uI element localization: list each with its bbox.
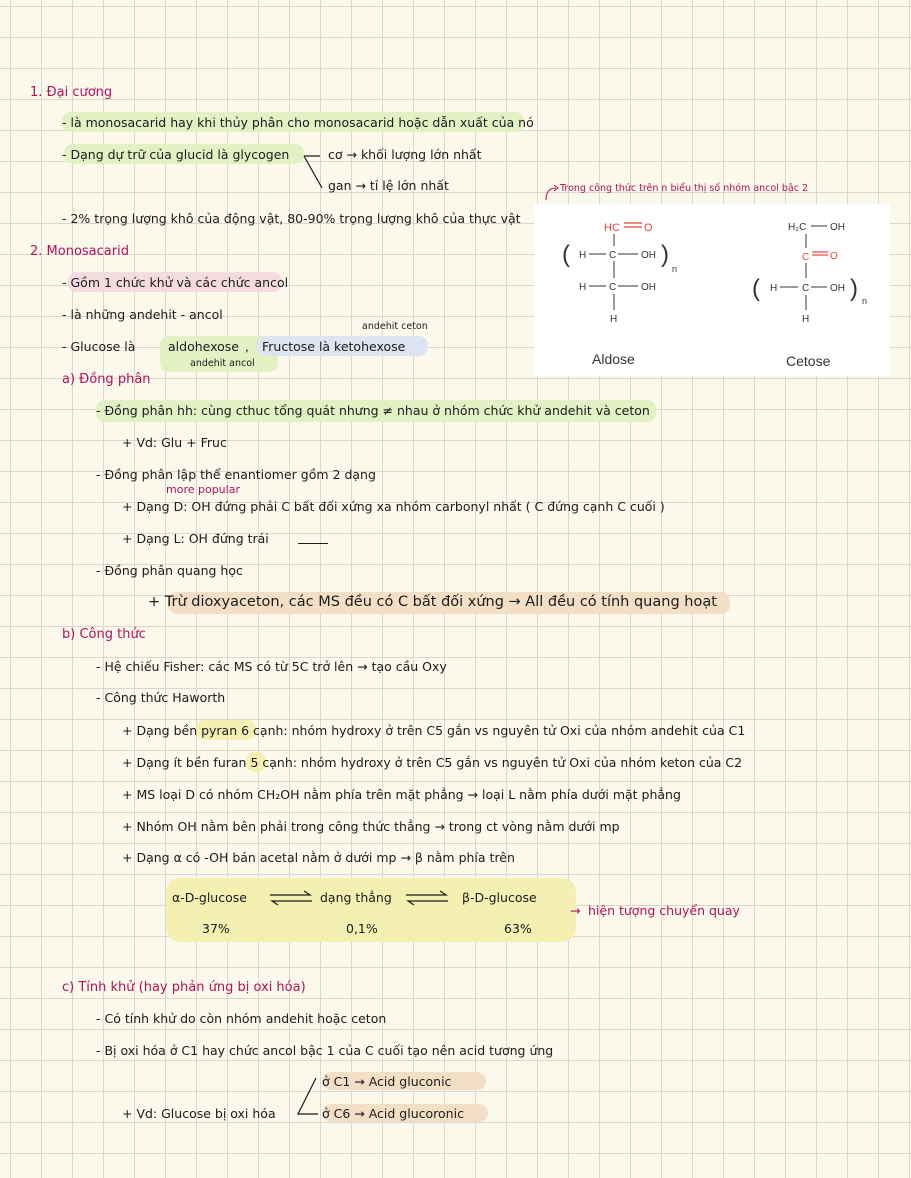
secC-branch-c1: ở C1 → Acid gluconic (322, 1074, 452, 1089)
secB-line-3: + Dạng bền pyran 6 cạnh: nhóm hydroxy ở trên C5 gắn vs nguyên tử Oxi của nhóm andehit của C1 (122, 723, 746, 738)
cetose-h2c: H₂C (788, 222, 807, 233)
secB-line-7: + Dạng α có -OH bán acetal nằm ở dưới mp → β nằm phía trên (122, 850, 515, 865)
aldose-label: Aldose (592, 351, 635, 367)
secC-line-2: - Bị oxi hóa ở C1 hay chức ancol bậc 1 của C cuối tạo nên acid tương ứng (96, 1043, 554, 1058)
sec2-line-1: - Gồm 1 chức khử và các chức ancol (62, 275, 289, 290)
aldose-h-3: H (610, 314, 618, 325)
secA-line-2: + Vd: Glu + Fruc (122, 435, 227, 450)
cetose-h-1: H (770, 283, 778, 294)
secC-line-3: + Vd: Glucose bị oxi hóa (122, 1106, 276, 1121)
cetose-paren-right: ) (850, 275, 858, 302)
sec1-line-2: - Dạng dự trữ của glucid là glycogen (62, 147, 290, 162)
cetose-n: n (862, 296, 868, 306)
sec1-line-2a: cơ → khối lượng lớn nhất (328, 147, 482, 162)
secA-line-3: - Đồng phân lập thể enantiomer gồm 2 dạng (96, 467, 376, 482)
sec1-line-2b: gan → tỉ lệ lớn nhất (328, 178, 449, 193)
section-a-title: a) Đồng phân (62, 372, 151, 387)
aldose-c-1: C (609, 250, 617, 261)
aldose-oh-1: OH (641, 250, 656, 261)
eq-percent-mid: 0,1% (346, 921, 378, 936)
sec1-line-3: - 2% trọng lượng khô của động vật, 80-90% trọng lượng khô của thực vật (62, 211, 521, 226)
aldose-cetose-figure (534, 204, 890, 376)
secB-line-6: + Nhóm OH nằm bên phải trong công thức thẳng → trong ct vòng nằm dưới mp (122, 819, 620, 834)
sec2-line-3a: - Glucose là (62, 339, 136, 354)
eq-note-chuyen-quay: hiện tượng chuyển quay (588, 903, 740, 918)
oxidation-branch (296, 1074, 320, 1122)
secC-line-1: - Có tính khử do còn nhóm andehit hoặc ceton (96, 1011, 387, 1026)
sec2-note-andehit-ancol: andehit ancol (190, 358, 255, 369)
secA-line-7: + Trừ dioxyaceton, các MS đều có C bất đối xứng → All đều có tính quang hoạt (148, 594, 717, 610)
equilibrium-arrows-2 (404, 888, 450, 908)
sec2-note-andehit-ceton: andehit ceton (362, 321, 428, 332)
secA-line-4: + Dạng D: OH đứng phải C bất đối xứng xa nhóm carbonyl nhất ( C đứng cạnh C cuối ) (122, 499, 665, 514)
aldose-n: n (672, 264, 678, 274)
eq-percent-beta: 63% (504, 921, 532, 936)
section-1-title: 1. Đại cương (30, 85, 113, 100)
eq-alpha-glucose: α-D-glucose (172, 890, 247, 905)
cetose-oh-1: OH (830, 283, 845, 294)
cetose-c-1: C (802, 283, 810, 294)
equilibrium-arrows-1 (268, 888, 314, 908)
secA-line-6: - Đồng phân quang học (96, 563, 243, 578)
note-arrow (540, 182, 560, 204)
secA-line-1: - Đồng phân hh: cùng cthuc tổng quát nhưng ≠ nhau ở nhóm chức khử andehit và ceton (96, 403, 650, 418)
secA-line-5: + Dạng L: OH đứng trái (122, 531, 269, 546)
secC-branch-c6: ở C6 → Acid glucoronic (322, 1106, 464, 1121)
cetose-h-2: H (802, 314, 810, 325)
aldose-c-2: C (609, 282, 617, 293)
figure-note: Trong công thức trên n biểu thị số nhóm ancol bậc 2 (560, 183, 808, 194)
aldose-oh-2: OH (641, 282, 656, 293)
sec2-aldohexose: aldohexose (168, 339, 239, 354)
cetose-o: O (830, 251, 838, 262)
cetose-oh-top: OH (830, 222, 845, 233)
aldose-hc: HC (604, 222, 620, 234)
section-2-title: 2. Monosacarid (30, 244, 129, 259)
aldose-h-1: H (579, 250, 587, 261)
secB-line-1: - Hệ chiếu Fisher: các MS có từ 5C trở lên → tạo cầu Oxy (96, 659, 447, 674)
secA-blank-line (298, 543, 328, 544)
aldose-paren-right: ) (661, 241, 669, 268)
sec2-line-2: - là những andehit - ancol (62, 307, 223, 322)
eq-percent-alpha: 37% (202, 921, 230, 936)
aldose-paren-left: ( (562, 241, 570, 268)
aldose-h-2: H (579, 282, 587, 293)
eq-beta-glucose: β-D-glucose (462, 890, 537, 905)
sec1-line-1: - là monosacarid hay khi thủy phân cho monosacarid hoặc dẫn xuất của nó (62, 115, 534, 130)
sec2-comma: , (245, 339, 249, 354)
branch-connector (302, 150, 328, 194)
sec2-fructose: Fructose là ketohexose (262, 339, 406, 354)
eq-arrow: → (570, 903, 581, 918)
eq-dang-thang: dạng thẳng (320, 890, 392, 905)
secB-line-4: + Dạng ít bền furan 5 cạnh: nhóm hydroxy ở trên C5 gắn vs nguyên tử Oxi của nhóm keton của C2 (122, 755, 743, 770)
aldose-o: O (644, 222, 653, 234)
secA-more-popular: more popular (166, 483, 240, 496)
section-b-title: b) Công thức (62, 627, 146, 642)
section-c-title: c) Tính khử (hay phản ứng bị oxi hóa) (62, 980, 306, 995)
cetose-label: Cetose (786, 353, 831, 369)
cetose-paren-left: ( (752, 275, 760, 302)
secB-line-2: - Công thức Haworth (96, 690, 226, 705)
secB-line-5: + MS loại D có nhóm CH₂OH nằm phía trên mặt phẳng → loại L nằm phía dưới mặt phẳng (122, 787, 681, 802)
cetose-c-carbonyl: C (802, 252, 810, 263)
